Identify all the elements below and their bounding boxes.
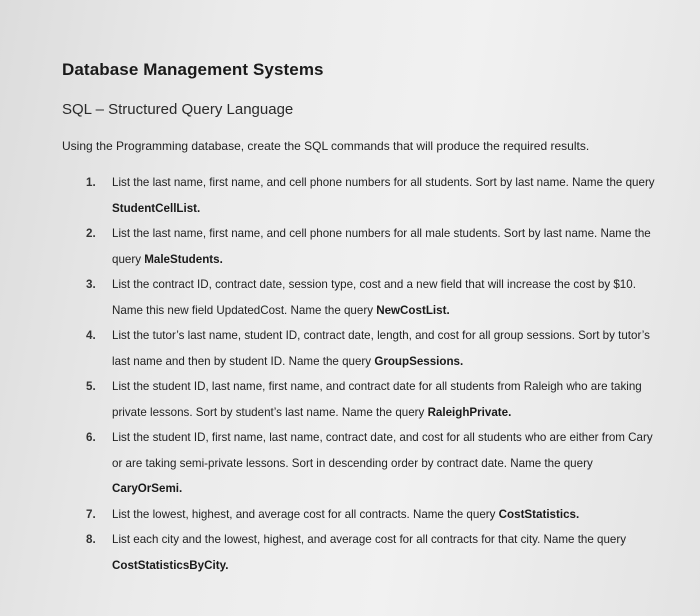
task-end: .	[219, 252, 223, 266]
task-text: List the student ID, last name, first name, and contract date for all students from Raleigh who are taking private lessons. Sort by student’s last name. Name the query	[112, 380, 642, 419]
task-end: .	[460, 354, 464, 368]
task-item	[86, 272, 658, 323]
query-name: MaleStudents	[144, 252, 220, 266]
task-number: 5.	[86, 380, 96, 393]
page-subtitle: SQL – Structured Query Language	[62, 101, 294, 118]
query-name: CaryOrSemi	[112, 482, 180, 495]
query-name: CostStatisticsByCity	[112, 558, 226, 572]
task-item	[86, 425, 658, 502]
task-item	[86, 221, 658, 272]
query-name: GroupSessions	[374, 354, 460, 368]
task-text: List the last name, first name, and cell phone numbers for all male students. Sort by last name. Name the query	[112, 227, 651, 266]
task-number: 4.	[86, 329, 96, 342]
task-text: List the student ID, first name, last name, contract date, and cost for all students who are either from Cary or are taking semi-private lessons. Sort in descending order by contract date. Name the query	[112, 431, 653, 470]
task-text: List each city and the lowest, highest, and average cost for all contracts for that city. Name the query	[112, 533, 627, 546]
task-text: List the last name, first name, and cell phone numbers for all students. Sort by last name. Name the query	[112, 176, 655, 189]
task-number: 7.	[86, 507, 96, 521]
task-number: 2.	[86, 227, 96, 240]
task-text: List the tutor’s last name, student ID, contract date, length, and cost for all group sessions. Sort by tutor’s last name and then by student ID. Name the query	[112, 329, 650, 368]
task-text: List the lowest, highest, and average cost for all contracts. Name the query	[112, 507, 499, 521]
task-end: .	[225, 558, 229, 572]
intro-paragraph: Using the Programming database, create the SQL commands that will produce the required results.	[62, 139, 590, 153]
task-item	[86, 170, 658, 221]
task-number: 8.	[86, 533, 96, 546]
task-item	[86, 323, 658, 374]
task-list	[86, 170, 658, 578]
task-end: .	[179, 482, 183, 495]
task-number: 6.	[86, 431, 96, 444]
task-end: .	[197, 201, 201, 215]
task-end: .	[508, 405, 512, 419]
query-name: StudentCellList	[112, 201, 198, 215]
task-item	[86, 374, 658, 425]
query-name: RaleighPrivate	[427, 405, 509, 419]
task-text: List the contract ID, contract date, session type, cost and a new field that will increase the cost by $10. Name this new field UpdatedCost. Name the query	[112, 278, 636, 317]
task-number: 3.	[86, 278, 96, 291]
task-item	[86, 527, 658, 578]
task-item	[86, 502, 658, 528]
page-title: Database Management Systems	[62, 60, 324, 79]
task-number: 1.	[86, 176, 96, 189]
query-name: CostStatistics	[498, 507, 576, 521]
task-end: .	[575, 507, 580, 521]
task-end: .	[446, 303, 450, 317]
query-name: NewCostList	[376, 303, 447, 317]
